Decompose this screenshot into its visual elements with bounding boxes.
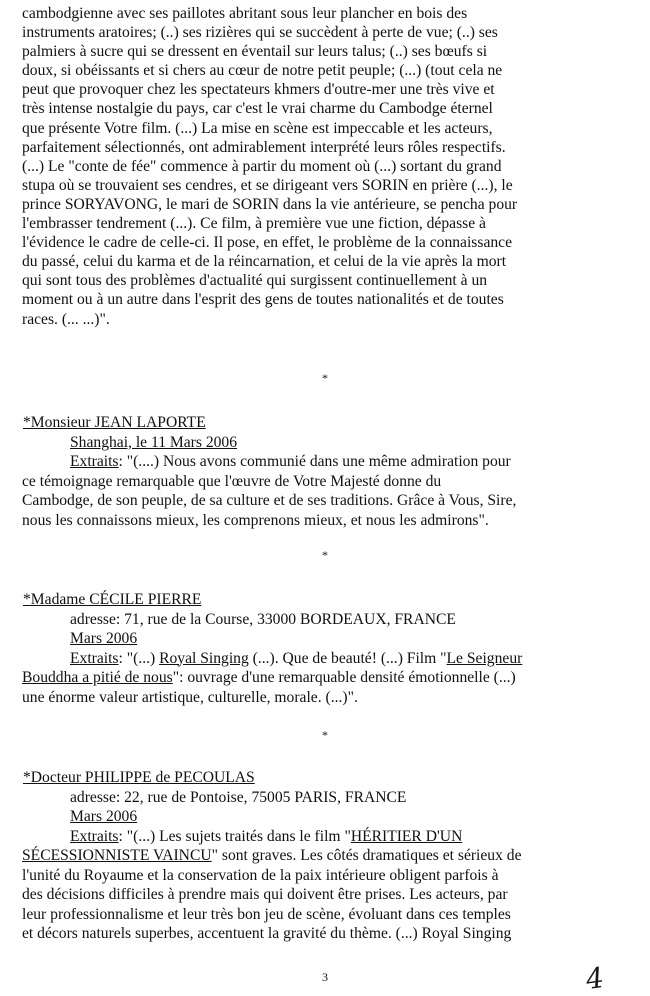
extract-text: : "(...) <box>118 649 160 667</box>
extract-text: Cambodge, de son peuple, de sa culture et de ses traditions. Grâce à Vous, Sire, <box>22 492 517 509</box>
author-name: *Madame CÉCILE PIERRE <box>23 591 202 608</box>
text-line: palmiers à sucre qui se dressent en éventail sur leurs talus; (..) ses bœufs si <box>22 43 488 61</box>
separator-star: * <box>322 548 328 562</box>
extract-label: Extraits <box>70 453 119 470</box>
extract-text: : "(....) Nous avons communié dans une même admiration pour <box>118 453 511 470</box>
text-line: l'embrasser tendrement (...). Ce film, à première vue une fiction, dépasse à <box>22 215 486 233</box>
text-line: races. (... ...)". <box>22 310 110 328</box>
testimony-laporte <box>22 413 626 530</box>
author-address: adresse: 22, rue de Pontoise, 75005 PARIS, FRANCE <box>70 788 407 806</box>
extract-text: nous les connaissons mieux, les comprenons mieux, et nous les admirons". <box>22 511 489 529</box>
text-line: (...) Le "conte de fée" commence à partir du moment où (...) sortant du grand <box>22 157 502 175</box>
extract-date: Mars 2006 <box>70 808 138 825</box>
extract-text: ce témoignage remarquable que l'œuvre de Votre Majesté donne du <box>22 472 442 490</box>
handwritten-initials: 4 <box>583 960 607 996</box>
extract-text: l'unité du Royaume et la conservation de la paix intérieure obligent parfois à <box>22 866 499 884</box>
text-line: du passé, celui du karma et de la réincarnation, et celui de la vie après la mort <box>22 253 507 271</box>
text-line: l'évidence le cadre de celle-ci. Il pose, en effet, le problème de la connaissance <box>22 234 513 252</box>
text-line: parfaitement sélectionnés, ont admirablement interprété leurs rôles respectifs. <box>22 138 506 156</box>
text-line: qui sont tous des problèmes d'actualité qui surgissent continuellement à un <box>22 272 488 290</box>
text-line: que présente Votre film. (...) La mise en scène est impeccable et les acteurs, <box>22 119 493 137</box>
text-line: prince SORYAVONG, le mari de SORIN dans la vie antérieure, se pencha pour <box>22 195 518 213</box>
film-title-link: Le Seigneur <box>446 649 523 667</box>
extract-text: ": ouvrage d'une remarquable densité émotionnelle (...) <box>172 669 516 686</box>
text-line: peut que provoquer chez les spectateurs khmers d'outre-mer une très vive et <box>22 81 495 99</box>
extract-label: Extraits <box>70 827 119 845</box>
page-number: 3 <box>322 970 328 984</box>
author-name: *Monsieur JEAN LAPORTE <box>23 414 206 431</box>
text-line: cambodgienne avec ses paillotes abritant sous leur plancher en bois des <box>22 5 468 22</box>
extract-text: une énorme valeur artistique, culturelle, morale. (...)". <box>22 688 358 706</box>
author-address: adresse: 71, rue de la Course, 33000 BORDEAUX, FRANCE <box>70 610 456 628</box>
extract-text: : "(...) Les sujets traités dans le film " <box>118 827 351 845</box>
extract-text: (...). Que de beauté! (...) Film " <box>248 649 447 667</box>
extract-date: Mars 2006 <box>70 630 138 647</box>
film-title-link: Royal Singing <box>159 649 249 667</box>
place-date: Shanghai, le 11 Mars 2006 <box>70 433 238 451</box>
testimony-pecoulas <box>22 768 626 944</box>
extract-label: Extraits <box>70 649 119 667</box>
author-name: *Docteur PHILIPPE de PECOULAS <box>23 769 255 786</box>
intro-paragraph <box>22 4 626 329</box>
text-line: doux, si obéissants et si chers au cœur de notre petit peuple; (...) (tout cela ne <box>22 62 503 80</box>
extract-text: leur professionnalisme et leur très bon jeu de scène, évoluant dans ces temples <box>22 905 511 923</box>
extract-text: des décisions difficiles à prendre mais qui doivent être prises. Les acteurs, par <box>22 886 508 903</box>
text-line: instruments aratoires; (..) ses rizières qui se succèdent à perte de vue; (..) ses <box>22 24 498 42</box>
film-title-link: HÉRITIER D'UN <box>350 827 463 845</box>
testimony-pierre <box>22 590 626 707</box>
text-line: moment ou à un autre dans l'esprit des gens de toutes nationalités et de toutes <box>22 291 504 309</box>
film-title-link: Bouddha a pitié de nous <box>22 669 173 686</box>
separator-star: * <box>322 371 328 385</box>
text-line: très intense nostalgie du pays, car c'est le vrai charme du Cambodge éternel <box>22 100 493 118</box>
extract-text: et décors naturels superbes, accentuent la gravité du thème. (...) Royal Singing <box>22 925 512 942</box>
text-line: stupa où se trouvaient ses cendres, et se dirigeant vers SORIN en prière (...), le <box>22 176 513 194</box>
extract-text: " sont graves. Les côtés dramatiques et sérieux de <box>211 847 522 864</box>
film-title-link: SÉCESSIONNISTE VAINCU <box>22 847 212 864</box>
separator-star: * <box>322 728 328 742</box>
